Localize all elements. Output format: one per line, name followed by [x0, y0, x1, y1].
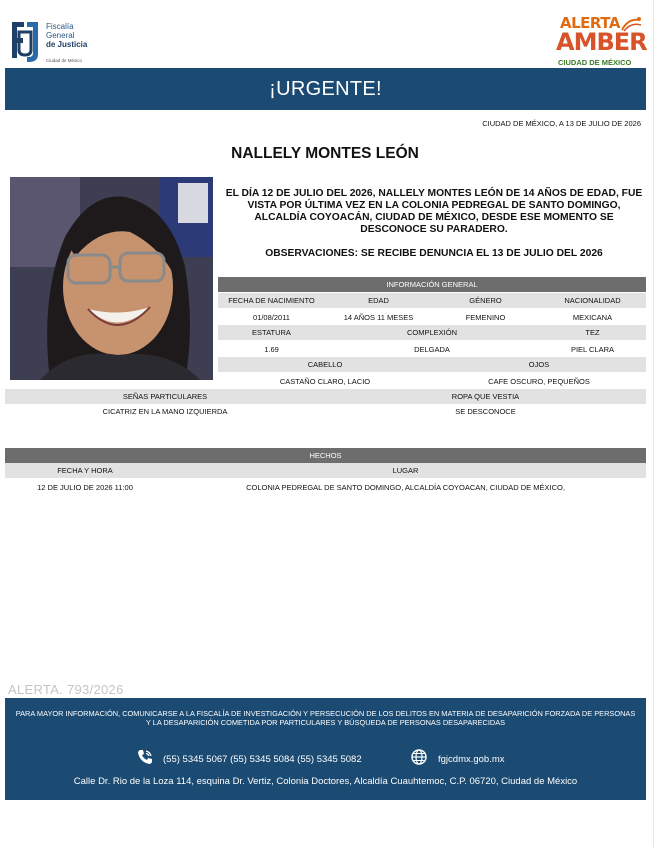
contact-footer	[5, 698, 646, 800]
fgj-line-2: General	[46, 31, 75, 40]
footer-info-text: PARA MAYOR INFORMACIÓN, COMUNICARSE A LA FISCALÍA DE INVESTIGACIÓN Y PERSECUCIÓN DE LOS DELITOS EN MATERIA DE DESAPARICIÓN FORZADA DE PERSONAS Y LA DESAPARICIÓN COMETIDA POR PARTICULARES Y BÚSQUEDA DE PERSONAS DESAPARECIDAS	[15, 709, 636, 727]
age-label: EDAD	[368, 296, 389, 305]
marks-value: CICATRIZ EN LA MANO IZQUIERDA	[102, 407, 228, 416]
eyes-label: OJOS	[528, 360, 550, 369]
hair-label: CABELLO	[307, 360, 343, 369]
website-link[interactable]: fgjcdmx.gob.mx	[438, 754, 505, 765]
observations: OBSERVACIONES: SE RECIBE DENUNCIA EL 13 DE JULIO DEL 2026	[265, 248, 603, 259]
height-label: ESTATURA	[252, 328, 291, 337]
missing-person-photo	[10, 177, 213, 380]
gender-label: GÉNERO	[469, 296, 502, 305]
fgj-logo	[8, 18, 108, 68]
alerta-amber-logo	[556, 14, 646, 70]
place-label: LUGAR	[392, 466, 419, 475]
fgj-line-1: Fiscalía	[46, 22, 74, 31]
phone-numbers: (55) 5345 5067 (55) 5345 5084 (55) 5345 5082	[163, 754, 362, 765]
info-header-row-1	[218, 293, 646, 308]
alert-number: ALERTA. 793/2026	[8, 682, 124, 697]
place-value: COLONIA PEDREGAL DE SANTO DOMINGO, ALCALDÍA COYOACAN, CIUDAD DE MÉXICO,	[246, 483, 565, 492]
info-header-row-2	[218, 325, 646, 340]
info-header-row-4	[5, 389, 646, 404]
build-value: DELGADA	[414, 345, 450, 354]
urgent-banner	[5, 68, 646, 110]
skin-label: TEZ	[585, 328, 600, 337]
phone-icon	[137, 749, 153, 765]
clothes-value: SE DESCONOCE	[455, 407, 516, 416]
amber-logo-line-1: ALERTA	[560, 14, 620, 32]
missing-person-name	[0, 145, 654, 163]
general-info-header: INFORMACIÓN GENERAL	[218, 277, 646, 292]
footer-address: Calle Dr. Rio de la Loza 114, esquina Dr. Vertiz, Colonia Doctores, Alcaldía Cuauhtemoc, C.P. 06720, Ciudad de México	[73, 776, 578, 787]
globe-icon	[411, 749, 427, 765]
case-description: EL DÍA 12 DE JULIO DEL 2026, NALLELY MONTES LEÓN DE 14 AÑOS DE EDAD, FUE VISTA POR ÚLTIMA VEZ EN LA COLONIA PEDREGAL DE SANTO DOMINGO, ALCALDÍA COYOACÁN, CIUDAD DE MÉXICO, DESDE ESE MOMENTO SE DESCONOCE SU PARADERO.	[225, 188, 643, 235]
birth-date-value: 01/08/2011	[253, 313, 290, 322]
facts-header-row	[5, 463, 646, 478]
eyes-value: CAFE OSCURO, PEQUEÑOS	[488, 377, 590, 386]
fgj-line-3: de Justicia	[46, 40, 88, 49]
date-location: CIUDAD DE MÉXICO, A 13 DE JULIO DE 2026	[482, 119, 641, 128]
fgj-subtitle: Ciudad de México	[46, 58, 83, 63]
height-value: 1.69	[264, 345, 279, 354]
datetime-label: FECHA Y HORA	[57, 466, 113, 475]
footer-contacts	[5, 749, 646, 771]
person-photo-illustration	[10, 177, 213, 380]
build-label: COMPLEXIÓN	[406, 328, 457, 337]
facts-header: HECHOS	[5, 448, 646, 463]
amber-logo-line-2: AMBER	[556, 28, 647, 56]
nationality-label: NACIONALIDAD	[564, 296, 621, 305]
clothes-label: ROPA QUE VESTIA	[451, 392, 520, 401]
fgj-name	[46, 22, 87, 49]
datetime-value: 12 DE JULIO DE 2026 11:00	[37, 483, 133, 492]
marks-label: SEÑAS PARTICULARES	[122, 392, 208, 401]
age-value: 14 AÑOS 11 MESES	[343, 313, 414, 322]
info-header-row-3	[218, 357, 646, 372]
fgj-emblem-icon	[8, 18, 42, 64]
birth-date-label: FECHA DE NACIMIENTO	[228, 296, 315, 305]
person-name-text: NALLELY MONTES LEÓN	[231, 145, 419, 162]
urgent-title: ¡URGENTE!	[269, 77, 382, 100]
nationality-value: MEXICANA	[572, 313, 613, 322]
skin-value: PIEL CLARA	[570, 345, 615, 354]
amber-logo-line-3: CIUDAD DE MÉXICO	[558, 58, 632, 67]
hair-value: CASTAÑO CLARO, LACIO	[279, 377, 371, 386]
gender-value: FEMENINO	[465, 313, 506, 322]
